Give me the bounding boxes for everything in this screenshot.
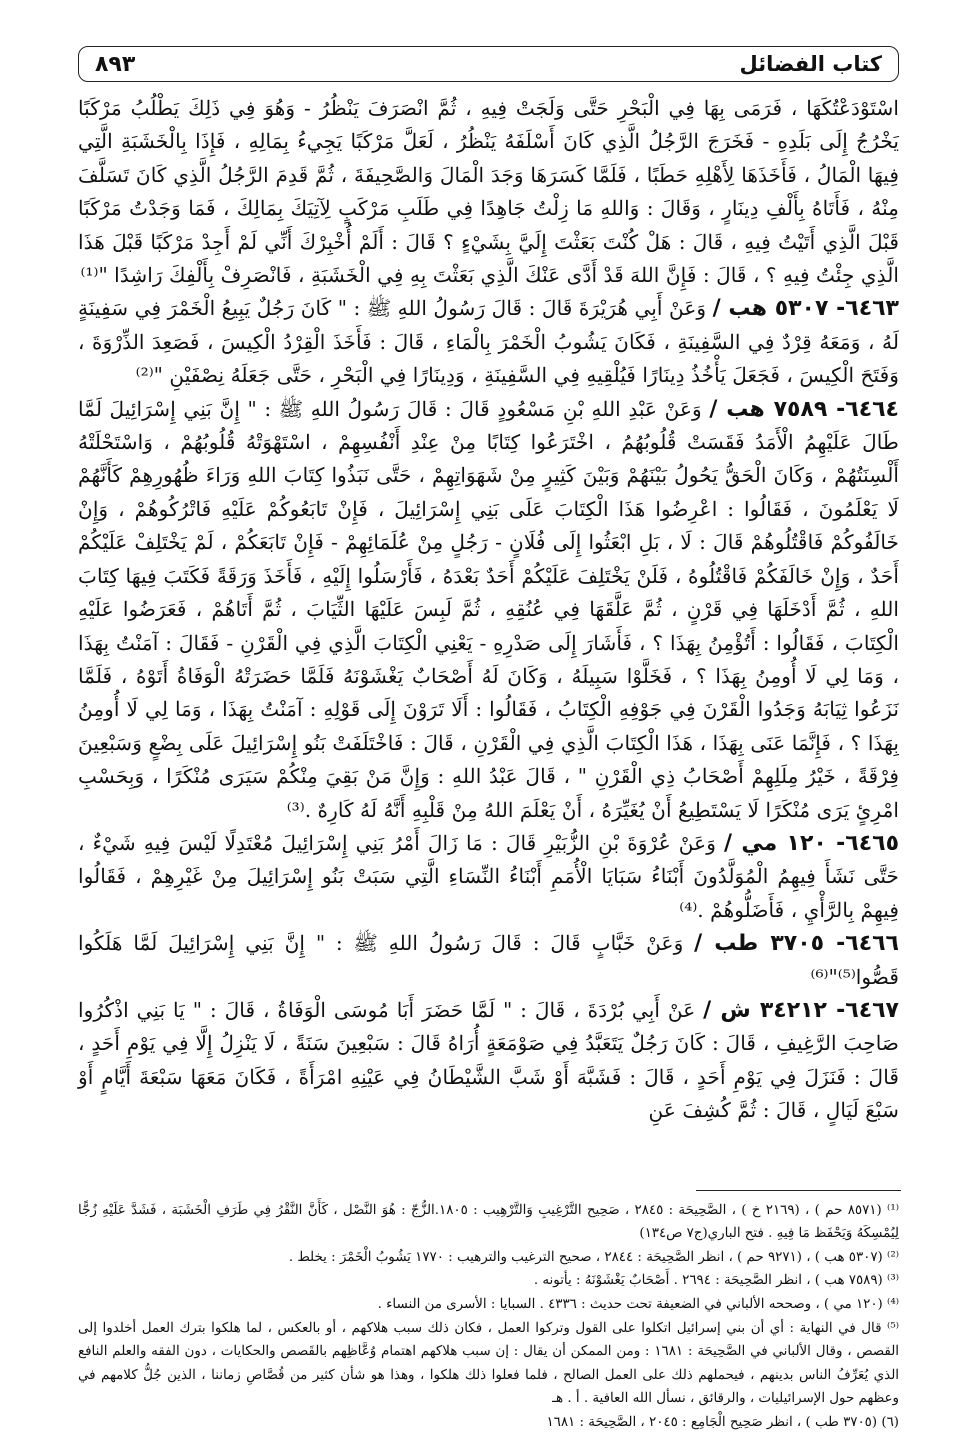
main-text: [78, 92, 899, 1128]
hadith-text: وَعَنْ عَبْدِ اللهِ بْنِ مَسْعُودٍ قَالَ : قَالَ رَسُولُ اللهِ ﷺ : " إِنَّ بَنِي إِسْرَائِيلَ لَمَّا طَالَ عَلَيْهِمُ الْأَمَدُ فَقَسَتْ قُلُوبُهُمُ ، اخْتَرَعُوا كِتَابًا مِنْ عِنْدِ أَنْفُسِهِمْ ، اسْتَهْوَتْهُ قُلُوبُهُمْ ، وَاسْتَحْلَتْهُ أَلْسِنَتُهُمْ ، وَكَانَ الْحَقُّ يَحُولُ بَيْنَهُمْ وَبَيْنَ كَثِيرٍ مِنْ شَهَوَاتِهِمْ ، حَتَّى نَبَذُوا كِتَابَ اللهِ وَرَاءَ ظُهُورِهِمْ كَأَنَّهُمْ لَا يَعْلَمُونَ ، فَقَالُوا : اعْرِضُوا هَذَا الْكِتَابَ عَلَى بَنِي إِسْرَائِيلَ ، فَإِنْ تَابَعُوكُمْ عَلَيْهِ فَاتْرُكُوهُمْ ، وَإِنْ خَالَفُوكُمْ فَاقْتُلُوهُمْ قَالَ : لَا ، بَلِ ابْعَثُوا إِلَى فُلَانٍ - رَجُلٍ مِنْ عُلَمَائِهِمْ - فَإِنْ تَابَعَكُمْ ، لَمْ يَخْتَلِفْ عَلَيْكُمْ أَحَدٌ ، وَإِنْ خَالَفَكُمْ فَاقْتُلُوهُ ، فَلَنْ يَخْتَلِفَ عَلَيْكُمْ أَحَدٌ بَعْدَهُ ، فَأَرْسَلُوا إِلَيْهِ ، فَأَخَذَ وَرَقَةً فَكَتَبَ فِيهَا كِتَابَ اللهِ ، ثُمَّ أَدْخَلَهَا فِي قَرْنٍ ، ثُمَّ عَلَّقَهَا فِي عُنُقِهِ ، ثُمَّ لَبِسَ عَلَيْهَا الثِّيَابَ ، ثُمَّ أَتَاهُمْ ، فَعَرَضُوا عَلَيْهِ الْكِتَابَ ، فَقَالُوا : أَتُؤْمِنُ بِهَذَا ؟ ، فَأَشَارَ إِلَى صَدْرِهِ - يَعْنِي الْكِتَابَ الَّذِي فِي الْقَرْنِ - فَقَالَ : آمَنْتُ بِهَذَا ، وَمَا لِي لَا أُومِنُ بِهَذَا ؟ ، فَخَلَّوْا سَبِيلَهُ ، وَكَانَ لَهُ أَصْحَابٌ يَغْشَوْنَهُ فَلَمَّا حَضَرَتْهُ الْوَفَاةُ أَتَوْهُ ، فَلَمَّا نَزَعُوا ثِيَابَهُ وَجَدُوا الْقَرْنَ فِي جَوْفِهِ الْكِتَابُ ، فَقَالُوا : أَلَا تَرَوْنَ إِلَى قَوْلِهِ : آمَنْتُ بِهَذَا ، وَمَا لِي لَا أُومِنُ بِهَذَا ؟ ، فَإِنَّمَا عَنَى بِهَذَا ، هَذَا الْكِتَابَ الَّذِي فِي الْقَرْنِ ، قَالَ : فَاخْتَلَفَتْ بَنُو إِسْرَائِيلَ عَلَى بِضْعٍ وَسَبْعِينَ فِرْقَةً ، خَيْرُ مِلَلِهِمْ أَصْحَابُ ذِي الْقَرْنِ " ، قَالَ عَبْدُ اللهِ : وَإِنَّ مَنْ بَقِيَ مِنْكُمْ سَيَرَى مُنْكَرًا ، وَبِحَسْبِ امْرِئٍ يَرَى مُنْكَرًا لَا يَسْتَطِيعُ أَنْ يُغَيِّرَهُ ، أَنْ يَعْلَمَ اللهُ مِنْ قَلْبِهِ أَنَّهُ لَهُ كَارِهٌ .⁽³⁾: [78, 396, 899, 822]
hadith-entry: [78, 927, 899, 994]
hadith-number: ٦٤٦٧- ٣٤٢١٢ ش /: [703, 997, 899, 1023]
hadith-text: وَعَنْ عُرْوَةَ بْنِ الزُّبَيْرِ قَالَ : مَا زَالَ أَمْرُ بَنِي إِسْرَائِيلَ مُعْتَدِلًا لَيْسَ فِيهِ شَيْءٌ ، حَتَّى نَشَأَ فِيهِمُ الْمُوَلَّدُونَ أَبْنَاءُ سَبَايَا الْأُمَمِ أَبْنَاءُ النِّسَاءِ الَّتِي سَبَتْ بَنُو إِسْرَائِيلَ مِنْ غَيْرِهِمْ ، فَقَالُوا فِيهِمْ بِالرَّأْيِ ، فَأَضَلُّوهُمْ .⁽⁴⁾: [78, 830, 899, 922]
page-header: [78, 46, 899, 82]
footnotes: [78, 1199, 899, 1435]
hadith-text: وَعَنْ خَبَّابٍ قَالَ : قَالَ رَسُولُ اللهِ ﷺ : " إِنَّ بَنِي إِسْرَائِيلَ لَمَّا هَلَكُوا قَصُّوا⁽⁵⁾"⁽⁶⁾: [78, 931, 899, 989]
hadith-entry: [78, 292, 899, 392]
footnote: ⁽⁵⁾ قال في النهاية : أي أن بني إسرائيل اتكلوا على القول وتركوا العمل ، فكان ذلك سبب هلاكهم ، أو بالعكس ، لما هلكوا بترك العمل أخلدوا إلى القصص ، وقال الألباني في الصَّحِيحَة : ١٦٨١ : ومن الممكن أن يقال : إن سبب هلاكهم اهتمام وُعَّاظِهم بالقَصص والحكايات ، دون الفقه والعلم النافع الذي يُعَرِّفُ الناس بدينهم ، فيحملهم ذلك على العمل الصالح ، فلما فعلوا ذلك هلكوا ، وهذا هو شأن كثير من قُصَّاصِ زماننا ، الذين جُلُّ كلامهم في وعظهم حول الإسرائيليات ، والرقائق ، نسأل الله العافية . أ . هـ: [78, 1320, 899, 1407]
hadith-entry: [78, 827, 899, 927]
hadith-entry: [78, 393, 899, 827]
footnote: ⁽³⁾ (٧٥٨٩ هب ) ، انظر الصَّحِيحَة : ٢٦٩٤ . أَصْحَابٌ يَغْشَوْنَهُ : يأتونه .: [533, 1273, 899, 1289]
hadith-number: ٦٤٦٦- ٣٧٠٥ طب /: [694, 931, 899, 957]
hadith-entry: [78, 994, 899, 1128]
book-title: كتاب الفضائل: [739, 52, 882, 76]
hadith-number: ٦٤٦٥- ١٢٠ مي /: [724, 830, 899, 856]
footnote: ⁽²⁾ (٥٣٠٧ هب ) ، (٩٢٧١ حم ) ، انظر الصَّحِيحَة : ٢٨٤٤ ، صحيح الترغيب والترهيب : ١٧٧٠ يَشُوبُ الْخَمْرَ : يخلط .: [288, 1249, 899, 1265]
hadith-number: ٦٤٦٤- ٧٥٨٩ هب /: [709, 396, 899, 422]
continued-paragraph: اسْتَوْدَعْتُكَهَا ، فَرَمَى بِهَا فِي الْبَحْرِ حَتَّى وَلَجَتْ فِيهِ ، ثُمَّ انْصَرَفَ يَنْظُرُ - وَهُوَ فِي ذَلِكَ يَطْلُبُ مَرْكَبًا يَخْرُجُ إِلَى بَلَدِهِ - فَخَرَجَ الرَّجُلُ الَّذِي كَانَ أَسْلَفَهُ يَنْظُرُ ، لَعَلَّ مَرْكَبًا يَجِيءُ بِمَالِهِ ، فَإِذَا بِالْخَشَبَةِ الَّتِي فِيهَا الْمَالُ ، فَأَخَذَهَا لِأَهْلِهِ حَطَبًا ، فَلَمَّا كَسَرَهَا وَجَدَ الْمَالَ وَالصَّحِيفَةَ ، ثُمَّ قَدِمَ الرَّجُلُ الَّذِي كَانَ تَسَلَّفَ مِنْهُ ، فَأَتَاهُ بِأَلْفِ دِينَارٍ ، وَقَالَ : وَاللهِ مَا زِلْتُ جَاهِدًا فِي طَلَبِ مَرْكَبٍ لِآتِيَكَ بِمَالِكَ ، فَمَا وَجَدْتُ مَرْكَبًا قَبْلَ الَّذِي أَتَيْتُ فِيهِ ، قَالَ : هَلْ كُنْتَ بَعَثْتَ إِلَيَّ بِشَيْءٍ ؟ قَالَ : أَلَمْ أُخْبِرْكَ أَنِّي لَمْ أَجِدْ مَرْكَبًا قَبْلَ هَذَا الَّذِي جِئْتُ فِيهِ ؟ ، قَالَ : فَإِنَّ اللهَ قَدْ أَدَّى عَنْكَ الَّذِي بَعَثْتَ بِهِ فِي الْخَشَبَةِ ، فَانْصَرِفْ بِأَلْفِكَ رَاشِدًا "⁽¹⁾: [78, 96, 899, 288]
footnote-divider: [696, 1190, 901, 1191]
hadith-text: وَعَنْ أَبِي هُرَيْرَةَ قَالَ : قَالَ رَسُولُ اللهِ ﷺ : " كَانَ رَجُلٌ يَبِيعُ الْخَمْرَ فِي سَفِينَةٍ لَهُ ، وَمَعَهُ قِرْدٌ فِي السَّفِينَةِ ، فَكَانَ يَشُوبُ الْخَمْرَ بِالْمَاءِ ، قَالَ : فَأَخَذَ الْقِرْدُ الْكِيسَ ، فَصَعِدَ الذِّرْوَةَ ، وَفَتَحَ الْكِيسَ ، فَجَعَلَ يَأْخُذُ دِينَارًا فَيُلْقِيهِ فِي السَّفِينَةِ ، وَدِينَارًا فِي الْبَحْرِ ، حَتَّى جَعَلَهُ نِصْفَيْنِ "⁽²⁾: [78, 296, 899, 388]
hadith-text: عَنْ أَبِي بُرْدَةَ ، قَالَ : " لَمَّا حَضَرَ أَبَا مُوسَى الْوَفَاةُ ، قَالَ : " يَا بَنِي اذْكُرُوا صَاحِبَ الرَّغِيفِ ، قَالَ : كَانَ رَجُلٌ يَتَعَبَّدُ فِي صَوْمَعَةٍ أُرَاهُ قَالَ : سَبْعِينَ سَنَةً ، لَا يَنْزِلُ إِلَّا فِي يَوْمِ أَحَدٍ ، قَالَ : فَنَزَلَ فِي يَوْمِ أَحَدٍ ، قَالَ : فَشَبَّهَ أَوْ شَبَّ الشَّيْطَانُ فِي عَيْنِهِ امْرَأَةً ، فَكَانَ مَعَهَا سَبْعَةَ أَيَّامٍ أَوْ سَبْعَ لَيَالٍ ، قَالَ : ثُمَّ كُشِفَ عَنِ: [78, 997, 899, 1123]
hadith-number: ٦٤٦٣- ٥٣٠٧ هب /: [712, 296, 899, 322]
page-number: ٨٩٣: [95, 51, 136, 77]
footnote: ⁽⁴⁾ (١٢٠ مي ) ، وصححه الألباني في الضعيفة تحت حديث : ٤٣٣٦ . السبايا : الأسرى من النساء .: [377, 1296, 899, 1312]
footnote: ⁽¹⁾ (٨٥٧١ حم ) ، (٢١٦٩ خ ) ، الصَّحِيحَة : ٢٨٤٥ ، صَحِيح التَّرْغِيبِ وَالتَّرْهِيب : ١٨٠٥.الزُّجّ : هُوَ النَّصْل ، كَأَنَّ النَّقْرُ فِي طَرَفِ الْخَشَبَة ، فَشَدَّ عَلَيْهِ زُجًّا لِيُمْسِكَهُ وَيَحْفَظ مَا فِيهِ . فتح الباري(ج٧ ص١٣٤): [78, 1202, 899, 1242]
footnote: (٦) (٣٧٠٥ طب ) ، انظر صَحِيح الْجَامِع : ٢٠٤٥ ، الصَّحِيحَة : ١٦٨١: [546, 1414, 899, 1430]
